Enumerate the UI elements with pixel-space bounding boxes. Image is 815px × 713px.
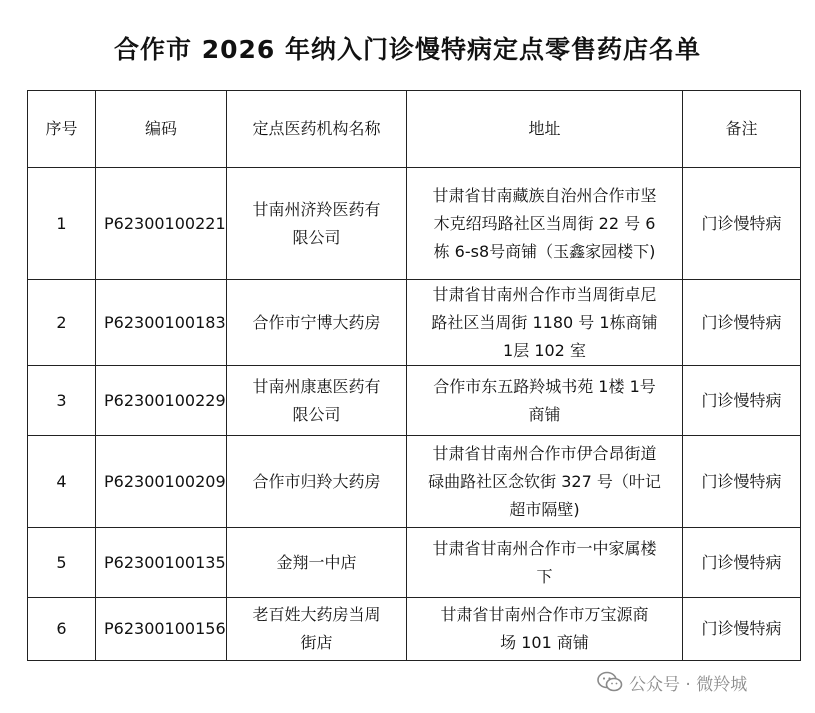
name-line: 限公司 [292,404,341,424]
address-line: 木克绍玛路社区当周街 22 号 6 [433,213,656,233]
name-line: 老百姓大药房当周 [252,605,381,624]
watermark [597,669,747,695]
address-line: 商铺 [528,404,561,424]
address-line: 下 [536,566,553,586]
address-line: 场 101 商铺 [500,633,589,652]
table-header-row [28,91,801,168]
table-row [28,436,801,528]
table-row [28,366,801,436]
cell-address [407,598,683,661]
header-code: 编码 [96,91,227,168]
cell-code: P62300100229 [96,366,227,436]
document-title: 合作市 2026 年纳入门诊慢特病定点零售药店名单 [114,35,701,64]
cell-index: 2 [28,280,96,366]
cell-name [227,168,407,280]
cell-address [407,366,683,436]
cell-name [227,528,407,598]
cell-code: P62300100156 [96,598,227,661]
name-line: 街店 [300,633,333,652]
name-line: 甘南州济羚医药有 [252,199,381,219]
table-row [28,168,801,280]
header-address: 地址 [407,91,683,168]
cell-index: 5 [28,528,96,598]
cell-code: P62300100209 [96,436,227,528]
address-line: 碌曲路社区念钦街 327 号（叶记 [428,471,661,491]
address-line: 栋 6-s8号商铺（玉鑫家园楼下) [433,241,656,261]
cell-address [407,528,683,598]
cell-address [407,280,683,366]
name-line: 甘南州康惠医药有 [252,376,381,396]
cell-index: 3 [28,366,96,436]
name-line: 限公司 [292,227,341,247]
cell-index: 1 [28,168,96,280]
cell-note: 门诊慢特病 [683,168,801,280]
header-index: 序号 [28,91,96,168]
wechat-icon [597,671,623,693]
cell-address [407,436,683,528]
header-note: 备注 [683,91,801,168]
name-line: 合作市宁博大药房 [252,312,381,332]
cell-code: P62300100135 [96,528,227,598]
header-name: 定点医药机构名称 [227,91,407,168]
address-line: 甘肃省甘南州合作市当周街卓尼 [432,284,657,304]
address-line: 甘肃省甘南州合作市伊合昂街道 [432,443,657,463]
cell-name [227,436,407,528]
cell-note: 门诊慢特病 [683,366,801,436]
address-line: 合作市东五路羚城书苑 1楼 1号 [433,376,656,396]
address-line: 甘肃省甘南州合作市一中家属楼 [432,538,657,558]
cell-index: 4 [28,436,96,528]
address-line: 超市隔壁) [509,499,580,519]
table-row [28,598,801,661]
cell-note: 门诊慢特病 [683,528,801,598]
watermark-text: 公众号 · 微羚城 [629,674,748,695]
cell-note: 门诊慢特病 [683,598,801,661]
pharmacy-table [27,90,801,661]
table-row [28,528,801,598]
cell-name [227,280,407,366]
address-line: 甘肃省甘南州合作市万宝源商 [440,605,649,624]
address-line: 甘肃省甘南藏族自治州合作市坚 [432,185,657,205]
name-line: 合作市归羚大药房 [252,471,381,491]
address-line: 1层 102 室 [503,340,586,360]
cell-code: P62300100221 [96,168,227,280]
cell-address [407,168,683,280]
cell-note: 门诊慢特病 [683,280,801,366]
cell-name [227,366,407,436]
cell-note: 门诊慢特病 [683,436,801,528]
cell-code: P62300100183 [96,280,227,366]
cell-name [227,598,407,661]
cell-index: 6 [28,598,96,661]
table-row [28,280,801,366]
address-line: 路社区当周街 1180 号 1栋商铺 [431,312,658,332]
name-line: 金翔一中店 [276,552,357,572]
